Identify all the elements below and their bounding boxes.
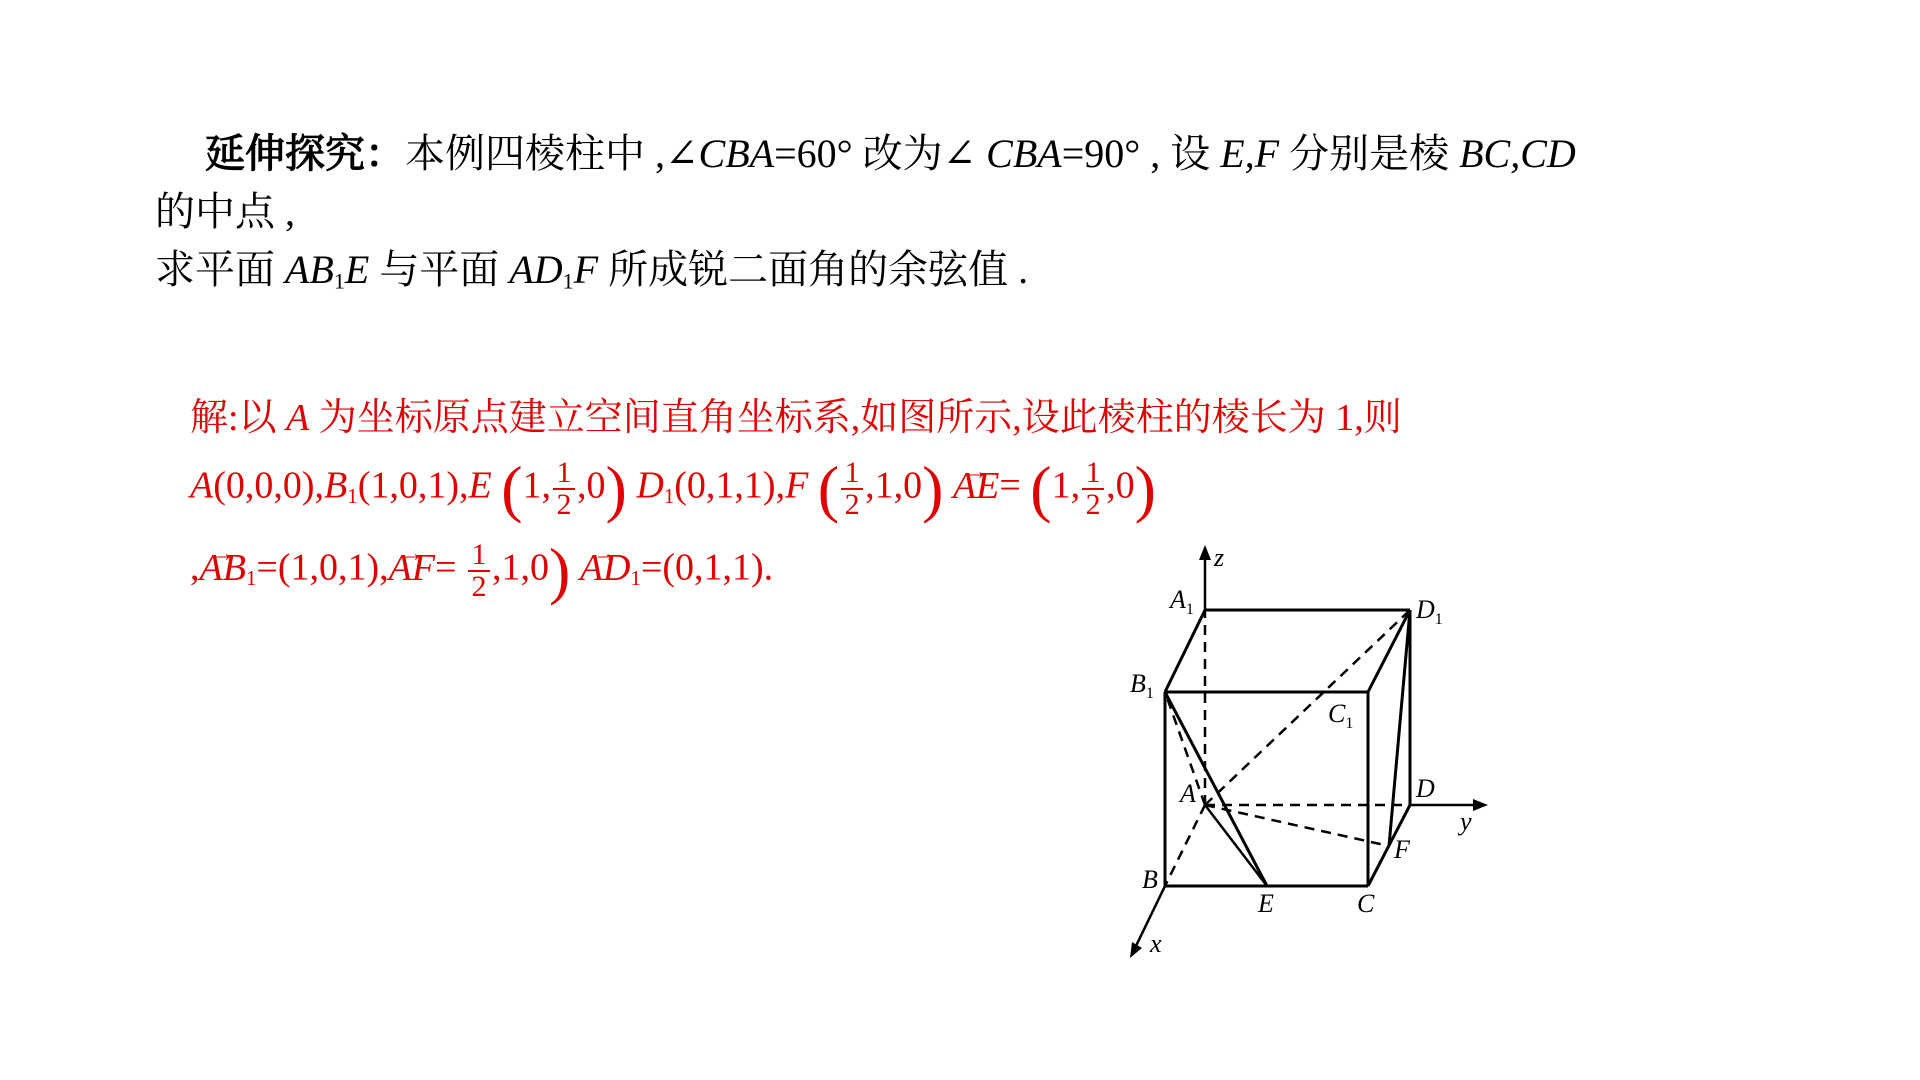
subscript: 1: [630, 565, 641, 590]
right-paren: ): [605, 453, 627, 524]
text: =60° 改为∠: [774, 131, 987, 176]
label-A1: $A_1$: [1170, 585, 1194, 618]
vector-value: =(1,0,1),: [256, 546, 389, 589]
y-arrow: [1473, 799, 1488, 811]
text: 分别是棱: [1279, 131, 1460, 176]
text: 解:以: [190, 397, 287, 439]
point-D1: D: [636, 464, 664, 507]
problem-statement: [155, 125, 1755, 311]
coord: ,1,0: [865, 464, 923, 507]
numerator: 1: [556, 456, 572, 489]
denominator: 2: [844, 488, 860, 521]
text: 本例四棱柱中 ,∠: [405, 131, 699, 176]
problem-line-2: 的中点 ,: [155, 189, 295, 234]
prism-figure: [1110, 540, 1510, 960]
right-paren: ): [1134, 453, 1156, 524]
label-E: E: [1258, 889, 1274, 918]
subscript: 1: [333, 268, 345, 294]
coord: (0,1,1),: [674, 464, 786, 507]
fraction: [468, 540, 490, 602]
subscript: 1: [245, 565, 257, 590]
text: 求平面: [155, 247, 285, 292]
equals: =: [999, 464, 1021, 507]
label-x: x: [1150, 929, 1162, 958]
hidden-edges: [1165, 610, 1410, 886]
segment-A-D1: [1205, 610, 1410, 805]
coord: (1,0,1),: [357, 464, 469, 507]
fraction: [841, 458, 863, 520]
point-B1: B: [324, 464, 348, 507]
subscript: 1: [663, 483, 675, 508]
vertex-labels: [1130, 543, 1472, 958]
math-var: E,F: [1220, 131, 1280, 176]
right-paren: ): [549, 535, 571, 606]
equals: =: [435, 546, 457, 589]
right-paren: ): [922, 453, 944, 524]
solid-edges: [1165, 610, 1410, 886]
solution-line-2: [190, 453, 1156, 524]
math-var: AB: [285, 247, 334, 292]
text: 为坐标原点建立空间直角坐标系,如图所示,设此棱柱的棱长为 1,则: [309, 397, 1402, 439]
text: 与平面: [369, 247, 510, 292]
label-B1: $B_1$: [1130, 669, 1154, 702]
vector-AF: → AF: [389, 547, 435, 589]
point-A: A: [190, 464, 214, 507]
label-B: B: [1142, 865, 1158, 894]
label-y: y: [1460, 807, 1472, 836]
subscript: 1: [562, 268, 574, 294]
denominator: 2: [556, 488, 572, 521]
denominator: 2: [471, 570, 487, 603]
label-C: C: [1357, 889, 1375, 918]
x-arrow: [1130, 942, 1142, 958]
denominator: 2: [1085, 488, 1101, 521]
math-var: BC,CD: [1459, 131, 1576, 176]
fraction: [553, 458, 575, 520]
math-var: CBA: [986, 131, 1062, 176]
label-D1: $D_1$: [1416, 595, 1443, 628]
vector-AE: → AE: [953, 465, 999, 507]
math-var: E: [344, 247, 370, 292]
coord: ,1,0: [492, 546, 550, 589]
label-A: A: [1180, 779, 1196, 808]
left-paren: (: [817, 453, 840, 524]
vector-AD1: → AD: [580, 547, 631, 589]
label-F: F: [1394, 835, 1410, 864]
fraction: [1082, 458, 1104, 520]
extension-label: 延伸探究：: [205, 131, 405, 177]
label-C1: $C_1$: [1328, 699, 1354, 732]
label-D: D: [1416, 774, 1435, 803]
coord: 1,: [522, 464, 552, 507]
coord: ,0: [577, 464, 606, 507]
subscript: 1: [347, 483, 358, 508]
numerator: 1: [471, 538, 487, 571]
point-E: E: [468, 464, 492, 507]
left-paren: (: [501, 453, 523, 524]
vector-value: =(0,1,1).: [640, 546, 774, 589]
numerator: 1: [844, 456, 860, 489]
coord: 1,: [1051, 464, 1081, 507]
math-var: AD: [509, 247, 563, 292]
solution-line-1: [190, 395, 1402, 441]
point-F: F: [785, 464, 809, 507]
text: 所成锐二面角的余弦值 .: [598, 247, 1029, 292]
math-var: CBA: [698, 131, 775, 176]
text: =90° , 设: [1061, 131, 1221, 176]
problem-line-1: [205, 125, 1755, 183]
label-z: z: [1214, 543, 1225, 572]
solution-line-3: ,→ $AB_1=(1,0,1),\to AF=$ $\frac{1}{2}$ $,1,0) \to AD_1=(0,1,1)$.: [190, 540, 773, 602]
edge-A-B: [1165, 805, 1205, 886]
math-var: A: [286, 397, 310, 439]
edge-A1-B1: [1165, 610, 1205, 692]
vector-AB1: → AB: [200, 547, 246, 589]
z-arrow: [1199, 545, 1211, 560]
coord: ,0: [1106, 464, 1135, 507]
problem-line-3: [155, 241, 1755, 311]
math-var: F: [573, 247, 599, 292]
numerator: 1: [1085, 456, 1101, 489]
left-paren: (: [1030, 453, 1052, 524]
coord: (0,0,0),: [213, 464, 325, 507]
